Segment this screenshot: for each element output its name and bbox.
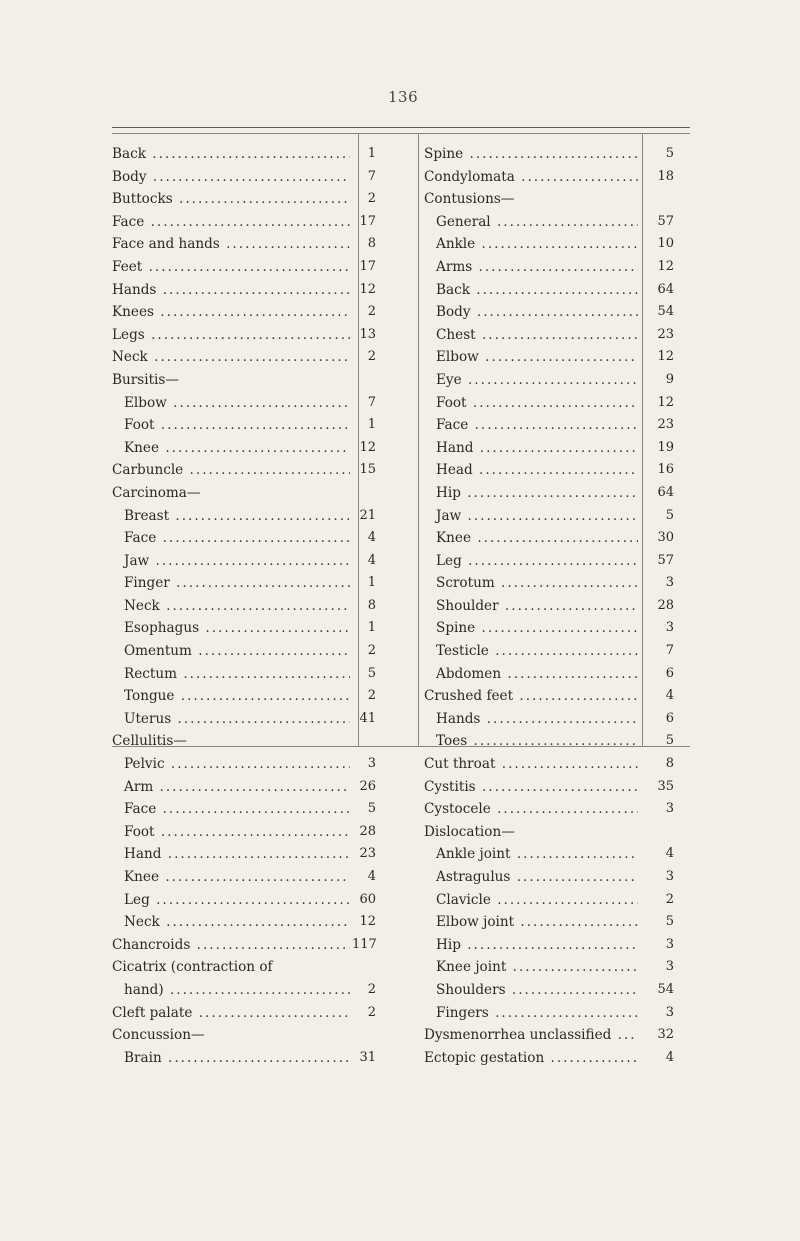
row-value: 8: [665, 756, 674, 772]
row-label: Carcinoma—: [112, 484, 201, 501]
row-value: 54: [657, 304, 674, 320]
table-row: [424, 233, 689, 256]
table-row: [112, 279, 410, 302]
row-label: Body .....: [112, 166, 350, 189]
table-row: [112, 143, 410, 166]
table-row: [112, 1047, 410, 1070]
row-label: Elbow .....: [112, 392, 350, 415]
table-row: [424, 143, 689, 166]
row-label: Legs .....: [112, 324, 350, 347]
table-row: [424, 482, 689, 505]
row-label: Spine .....: [424, 617, 638, 640]
row-value: 21: [359, 507, 376, 523]
row-label: Ankle .....: [424, 233, 638, 256]
row-label: Shoulders .....: [424, 979, 638, 1002]
row-value: 4: [367, 869, 376, 884]
table-row: [424, 301, 689, 324]
row-label: Knee joint .....: [424, 956, 638, 979]
row-value: 4: [665, 1049, 674, 1065]
row-label: Hands .....: [112, 279, 350, 302]
table-row: [424, 956, 689, 979]
table-row: [112, 301, 410, 324]
table-row: [112, 392, 410, 415]
table-row: [424, 753, 689, 776]
row-label: Tongue .....: [112, 685, 350, 708]
table-row: [112, 437, 410, 460]
row-label: Ankle joint .....: [424, 843, 638, 866]
row-value: 1: [367, 575, 376, 591]
table-row: [424, 730, 689, 753]
table-row: [112, 1002, 410, 1025]
table-row: [112, 617, 410, 640]
table-section-heading: [112, 1024, 410, 1047]
row-label: Arm .....: [112, 776, 350, 799]
row-label: Head .....: [424, 459, 638, 482]
row-value: 28: [657, 597, 674, 613]
row-label: Hands .....: [424, 708, 638, 731]
row-value: 64: [657, 281, 674, 297]
row-label: Bursitis—: [112, 371, 179, 388]
top-rule: [112, 127, 690, 128]
row-label: Dislocation—: [424, 823, 515, 840]
table-row: [424, 527, 689, 550]
table-row: [112, 979, 410, 1002]
row-label: Face .....: [112, 798, 350, 821]
row-value: 4: [665, 688, 674, 704]
row-value: 30: [657, 530, 674, 546]
row-label: Knee .....: [424, 527, 638, 550]
row-value: 3: [665, 575, 674, 591]
row-value: 8: [367, 597, 376, 613]
row-value: 64: [657, 484, 674, 500]
row-label: Rectum .....: [112, 663, 350, 686]
row-value: 1: [367, 620, 376, 636]
table-row: [424, 211, 689, 234]
row-label: Arms .....: [424, 256, 638, 279]
row-value: 5: [665, 733, 674, 749]
row-value: 41: [359, 710, 376, 726]
table-row: [424, 1024, 689, 1047]
row-value: 2: [367, 1004, 376, 1020]
row-value: 3: [665, 1004, 674, 1020]
row-label: Breast .....: [112, 505, 350, 528]
row-value: 12: [359, 281, 376, 297]
row-value: 23: [359, 846, 376, 862]
table-row: [112, 866, 410, 889]
row-label: Foot .....: [424, 392, 638, 415]
row-value: 26: [359, 778, 376, 794]
row-value: 57: [657, 552, 674, 568]
row-value: 2: [665, 891, 674, 907]
table-row: [424, 505, 689, 528]
row-label: Scrotum .....: [424, 572, 638, 595]
row-label: Back .....: [424, 279, 638, 302]
row-label: Omentum .....: [112, 640, 350, 663]
table-row: [112, 843, 410, 866]
row-value: 7: [665, 643, 674, 659]
row-value: 4: [665, 846, 674, 862]
row-label: Face .....: [112, 211, 350, 234]
row-label: Abdomen .....: [424, 663, 638, 686]
table-row: [112, 346, 410, 369]
row-label: Body .....: [424, 301, 638, 324]
row-value: 7: [367, 168, 376, 184]
table-row: [424, 708, 689, 731]
row-label: Jaw .....: [424, 505, 638, 528]
table-section-heading: [112, 730, 410, 753]
row-label: Neck .....: [112, 595, 350, 618]
table-row: [112, 911, 410, 934]
row-label: Contusions—: [424, 191, 515, 208]
row-label: Cystitis .....: [424, 776, 638, 799]
row-value: 17: [359, 213, 376, 229]
row-value: 3: [665, 936, 674, 952]
table-row: [112, 595, 410, 618]
row-label: Foot .....: [112, 414, 350, 437]
row-label: Cut throat .....: [424, 753, 638, 776]
row-value: 9: [665, 371, 674, 387]
table-row: [424, 550, 689, 573]
table-row: [424, 640, 689, 663]
row-value: 12: [359, 914, 376, 930]
table-row: [112, 572, 410, 595]
row-value: 12: [657, 349, 674, 365]
table-section-heading: [424, 188, 689, 211]
row-label: Dysmenorrhea unclassified .....: [424, 1024, 638, 1047]
row-value: 12: [657, 258, 674, 274]
row-value: 4: [367, 552, 376, 568]
table-row: [112, 256, 410, 279]
table-section-heading: [112, 956, 410, 979]
row-label: Cicatrix (contraction of: [112, 959, 273, 976]
table-row: [112, 505, 410, 528]
row-label: Knee .....: [112, 866, 350, 889]
row-value: 5: [665, 146, 674, 161]
table-row: [424, 369, 689, 392]
table-row: [424, 1002, 689, 1025]
row-label: Chest .....: [424, 324, 638, 347]
row-value: 17: [359, 258, 376, 274]
row-label: Back .....: [112, 143, 350, 166]
row-value: 13: [359, 326, 376, 342]
table-row: [424, 279, 689, 302]
table-row: [112, 708, 410, 731]
row-value: 3: [665, 620, 674, 636]
table-row: [424, 595, 689, 618]
row-label: Pelvic .....: [112, 753, 350, 776]
row-label: Face and hands .....: [112, 233, 350, 256]
row-label: Finger .....: [112, 572, 350, 595]
page-number: 136: [388, 88, 419, 106]
table-row: [424, 911, 689, 934]
row-label: Clavicle .....: [424, 889, 638, 912]
left-column: [112, 143, 410, 1069]
row-label: Face .....: [112, 527, 350, 550]
table-row: [112, 776, 410, 799]
table-row: [424, 798, 689, 821]
row-value: 5: [367, 801, 376, 817]
table-row: [112, 414, 410, 437]
row-value: 57: [657, 213, 674, 229]
row-value: 1: [367, 417, 376, 433]
table-row: [424, 866, 689, 889]
row-label: Hand .....: [424, 437, 638, 460]
row-value: 2: [367, 349, 376, 365]
row-label: Testicle .....: [424, 640, 638, 663]
table-row: [424, 346, 689, 369]
row-label: Knee .....: [112, 437, 350, 460]
table-row: [112, 459, 410, 482]
table-row: [112, 211, 410, 234]
row-label: Hand .....: [112, 843, 350, 866]
row-value: 60: [359, 891, 376, 907]
row-value: 5: [367, 665, 376, 681]
row-value: 28: [359, 823, 376, 839]
row-value: 3: [367, 756, 376, 772]
row-value: 117: [352, 936, 377, 952]
row-label: Fingers .....: [424, 1002, 638, 1025]
table-section-heading: [112, 369, 410, 392]
row-value: 18: [657, 168, 674, 184]
row-label: Face .....: [424, 414, 638, 437]
row-value: 3: [665, 801, 674, 817]
table-row: [424, 392, 689, 415]
row-label: Leg .....: [112, 889, 350, 912]
row-label: Jaw .....: [112, 550, 350, 573]
table-row: [112, 550, 410, 573]
row-label: Uterus .....: [112, 708, 350, 731]
row-value: 2: [367, 304, 376, 320]
row-label: Knees .....: [112, 301, 350, 324]
row-label: Astragulus .....: [424, 866, 638, 889]
table-row: [112, 166, 410, 189]
table-row: [424, 437, 689, 460]
row-value: 31: [359, 1049, 376, 1065]
row-label: Eye .....: [424, 369, 638, 392]
row-label: Hip .....: [424, 934, 638, 957]
row-value: 16: [657, 462, 674, 478]
row-value: 10: [657, 236, 674, 252]
table-row: [424, 459, 689, 482]
table-row: [424, 1047, 689, 1070]
table-row: [112, 663, 410, 686]
table-row: [112, 640, 410, 663]
row-value: 3: [665, 959, 674, 975]
table-row: [424, 843, 689, 866]
table-row: [424, 934, 689, 957]
row-value: 15: [359, 462, 376, 478]
row-value: 23: [657, 417, 674, 433]
row-label: Brain .....: [112, 1047, 350, 1070]
row-label: Cellulitis—: [112, 733, 187, 750]
table-row: [424, 572, 689, 595]
table-row: [424, 166, 689, 189]
table-section-heading: [112, 482, 410, 505]
row-label: Concussion—: [112, 1027, 205, 1044]
row-value: 19: [657, 439, 674, 455]
row-value: 54: [657, 981, 674, 997]
table-row: [112, 324, 410, 347]
table-row: [424, 256, 689, 279]
row-label: Carbuncle .....: [112, 459, 350, 482]
row-value: 35: [657, 778, 674, 794]
table-row: [112, 188, 410, 211]
table-row: [424, 617, 689, 640]
row-value: 2: [367, 981, 376, 997]
row-value: 32: [657, 1027, 674, 1043]
row-value: 5: [665, 914, 674, 930]
bottom-rule: [112, 746, 690, 747]
top-rule-secondary: [112, 133, 690, 134]
row-value: 12: [359, 439, 376, 455]
row-label: Crushed feet .....: [424, 685, 638, 708]
table-row: [424, 776, 689, 799]
table-row: [424, 324, 689, 347]
row-label: Ectopic gestation .....: [424, 1047, 638, 1070]
row-label: Spine .....: [424, 143, 638, 166]
row-label: Hip .....: [424, 482, 638, 505]
row-label: Chancroids .....: [112, 934, 350, 957]
row-value: 6: [665, 710, 674, 726]
row-label: Neck .....: [112, 346, 350, 369]
row-value: 12: [657, 394, 674, 410]
table-row: [424, 414, 689, 437]
row-value: 6: [665, 665, 674, 681]
center-column-divider: [418, 134, 419, 746]
row-label: Elbow joint .....: [424, 911, 638, 934]
row-value: 2: [367, 191, 376, 207]
table-row: [424, 889, 689, 912]
row-label: Neck .....: [112, 911, 350, 934]
row-value: 23: [657, 326, 674, 342]
row-label: Feet .....: [112, 256, 350, 279]
row-value: 2: [367, 643, 376, 659]
row-value: 5: [665, 507, 674, 523]
right-column: [424, 143, 689, 1069]
row-label: Foot .....: [112, 821, 350, 844]
table-row: [112, 233, 410, 256]
table-row: [112, 798, 410, 821]
table-row: [424, 685, 689, 708]
table-row: [424, 663, 689, 686]
table-section-heading: [424, 821, 689, 844]
row-value: 2: [367, 688, 376, 704]
row-label: Cystocele .....: [424, 798, 638, 821]
row-label: Cleft palate .....: [112, 1002, 350, 1025]
row-value: 3: [665, 869, 674, 884]
row-label: Buttocks .....: [112, 188, 350, 211]
row-value: 8: [367, 236, 376, 252]
table-row: [112, 685, 410, 708]
row-label: Toes .....: [424, 730, 638, 753]
table-row: [112, 889, 410, 912]
row-label: Condylomata .....: [424, 166, 638, 189]
table-row: [112, 753, 410, 776]
row-value: 4: [367, 530, 376, 546]
row-label: Shoulder .....: [424, 595, 638, 618]
row-label: hand) .....: [112, 979, 350, 1002]
table-row: [112, 821, 410, 844]
row-value: 7: [367, 394, 376, 410]
row-label: General .....: [424, 211, 638, 234]
row-label: Leg .....: [424, 550, 638, 573]
table-row: [112, 934, 410, 957]
row-label: Elbow .....: [424, 346, 638, 369]
row-value: 1: [367, 146, 376, 161]
table-row: [424, 979, 689, 1002]
table-row: [112, 527, 410, 550]
row-label: Esophagus .....: [112, 617, 350, 640]
